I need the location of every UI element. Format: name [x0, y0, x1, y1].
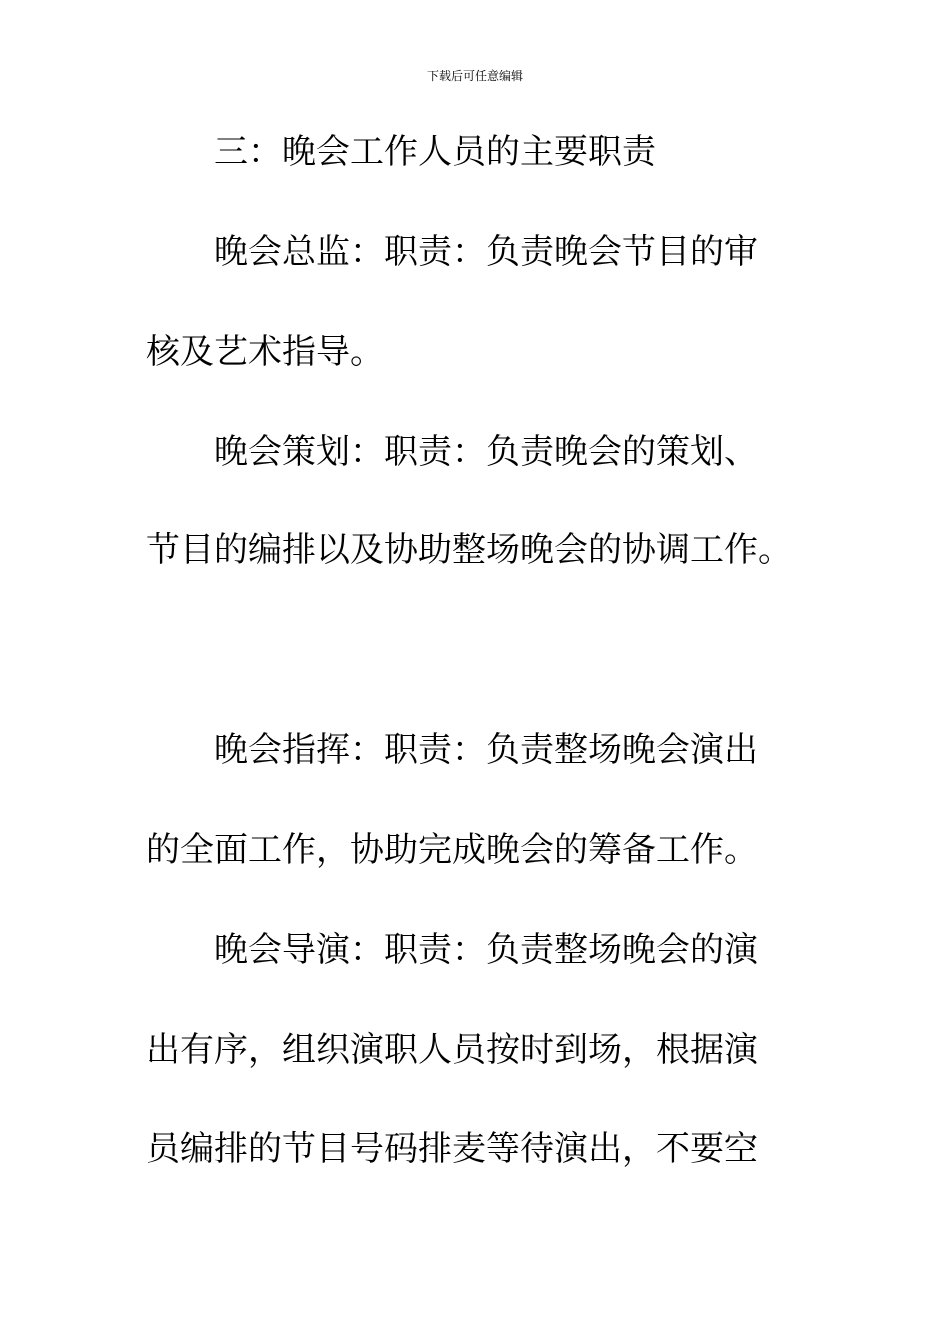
paragraph-line: 核及艺术指导。	[146, 332, 384, 372]
paragraph-line: 的全面工作，协助完成晚会的筹备工作。	[146, 830, 758, 870]
paragraph-line: 晚会策划：职责：负责晚会的策划、	[214, 432, 758, 472]
paragraph-line: 出有序，组织演职人员按时到场，根据演	[146, 1030, 758, 1070]
paragraph-line: 节目的编排以及协助整场晚会的协调工作。	[146, 530, 792, 570]
section-heading: 三：晚会工作人员的主要职责	[214, 132, 656, 172]
paragraph-line: 晚会导演：职责：负责整场晚会的演	[214, 930, 758, 970]
paragraph-line: 晚会总监：职责：负责晚会节目的审	[214, 232, 758, 272]
paragraph-line: 员编排的节目号码排麦等待演出，不要空	[146, 1129, 758, 1169]
page-header-note: 下载后可任意编辑	[426, 69, 523, 83]
paragraph-line: 晚会指挥：职责：负责整场晚会演出	[214, 730, 758, 770]
